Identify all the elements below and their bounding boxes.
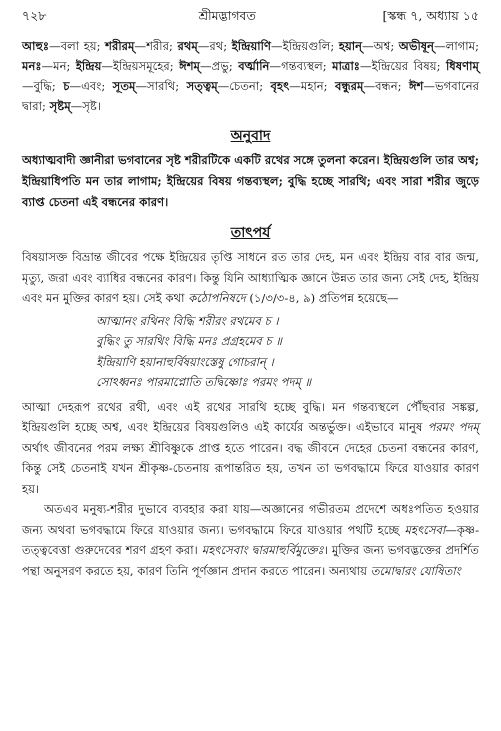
sanskrit-term: শরীরম্ [105, 39, 135, 53]
verse-line: আত্মানং রথিনং বিদ্ধি শরীরং রথমেব চ । [96, 313, 279, 328]
sanskrit-term: ইন্দ্রিয়াণি [231, 39, 271, 53]
purport-paragraph-intro [22, 247, 479, 309]
translation-text: অধ্যাত্মবাদী জ্ঞানীরা ভগবানের সৃষ্ট শরীরটিকে একটি রথের সঙ্গে তুলনা করেন। ইন্দ্রিয়গুলি তার অশ্ব; ইন্দ্রিয়াধিপতি মন তার লাগাম; ইন্দ্রিয়ের বিষয় গন্তব্যস্থল; বুদ্ধি হচ্ছে সারথি; এবং সারা শরীর জুড়ে ব্যাপ্ত চেতনা এই বন্ধনের কারণ। [22, 153, 479, 209]
term-meaning: —ইন্দ্রিয়ের বিষয়; [360, 59, 446, 73]
term-meaning: —ইন্দ্রিয়সমূহের; [101, 59, 180, 73]
sanskrit-term: হয়ান্ [338, 39, 363, 53]
term-meaning: —অশ্ব; [362, 39, 399, 53]
term-meaning: —সৃষ্ট। [70, 99, 101, 113]
verse-line: বুদ্ধিং তু সারথিং বিদ্ধি মনঃ প্রগ্রহমেব চ ॥ [96, 334, 282, 348]
para3-italic-tail: তমোদ্বারং যোষিতাং [370, 563, 461, 578]
book-title: শ্রীমদ্ভাগবত [198, 8, 256, 23]
term-meaning: —বলা হয়; [49, 39, 106, 53]
sanskrit-term: মনঃ [22, 59, 42, 73]
term-meaning: —ভগবানের দ্বারা; [22, 79, 479, 113]
sanskrit-term: ঈশম্ [179, 59, 200, 73]
verse-line: ইন্দ্রিয়াণি হয়ানাহুর্বিষয়াংস্তেষু গোচরান্ । [96, 354, 274, 369]
purport-intro-tail: (১/৩/৩-৪, ৯) প্রতিপন্ন হয়েছে— [245, 291, 399, 305]
term-meaning: —রথ; [197, 39, 232, 53]
quoted-verse [22, 311, 479, 393]
sanskrit-term: রথম্ [177, 39, 198, 53]
sanskrit-term: অভীষূন্ [398, 39, 435, 53]
sanskrit-term: বর্ত্মানি [238, 59, 270, 73]
para3-text-e: । মুক্তির জন্য ভগবদ্ভক্তের প্রদর্শিত পন্থা অনুসরণ করতে হয়, কারণ তিনি পূর্ণজ্ঞান প্রদান করতে পারেন। অন্যথায় [22, 543, 479, 578]
canto-chapter-label: [স্কন্ধ ৭, অধ্যায় ১৫ [382, 8, 479, 23]
term-meaning: —ইন্দ্রিয়গুলি; [271, 39, 339, 53]
sanskrit-term: ধিষণাম্ [445, 59, 479, 73]
verse-line: সোঽধ্বনঃ পারমাপ্নোতি তদ্বিষ্ণোঃ পরমং পদম্ ॥ [96, 375, 312, 389]
sanskrit-term: মাত্রাঃ [332, 59, 360, 73]
para3-text-c: —কৃষ্ণ-তত্ত্ববেত্তা গুরুদেবের শরণ গ্রহণ করা। [22, 522, 479, 557]
term-meaning: —প্রভু; [200, 59, 239, 73]
sanskrit-term: বন্ধুরম্ [335, 79, 364, 93]
sanskrit-term: চ [63, 79, 70, 93]
term-meaning: —লাগাম; [434, 39, 479, 53]
term-meaning: —মহান; [289, 79, 336, 93]
para2-italic-term: পরমং পদম্ [427, 420, 479, 434]
purport-intro-text: বিষয়াসক্ত বিভ্রান্ত জীবের পক্ষে ইন্দ্রিয়ের তৃপ্তি সাধনে রত তার দেহ, মন এবং ইন্দ্রিয় বার বার জন্ম, মৃত্যু, জরা এবং ব্যাধির বন্ধনের কারণ। কিন্তু যিনি আধ্যাত্মিক জ্ঞানে উন্নত তার জন্য সেই দেহ, ইন্দ্রিয় এবং মন মুক্তির কারণ হয়। সেই কথা [22, 250, 479, 305]
word-meanings [22, 36, 479, 116]
purport-paragraph-2 [22, 397, 479, 500]
para3-italic-quote: মহৎসেবাং দ্বারমাহুর্বিমুক্তেঃ [201, 543, 324, 557]
term-meaning: —সারথি; [135, 79, 187, 93]
translation-heading: অনুবাদ [230, 128, 271, 144]
purport-source-reference: কঠোপনিষদে [188, 291, 246, 305]
term-meaning: —শরীর; [134, 39, 178, 53]
sanskrit-term: বৃহৎ [270, 79, 290, 93]
term-meaning: —বুদ্ধি; [22, 79, 64, 93]
sanskrit-term: আহুঃ [22, 39, 50, 53]
purport-heading: তাৎপর্য [230, 225, 271, 241]
sanskrit-term: সৃষ্টম্ [49, 99, 71, 113]
term-meaning: —গন্তব্যস্থল; [269, 59, 333, 73]
sanskrit-term: সত্ত্বম্ [186, 79, 218, 93]
term-meaning: —মন; [41, 59, 76, 73]
purport-paragraph-3 [22, 499, 479, 581]
para2-text-a: আত্মা দেহরূপ রথের রথী, এবং এই রথের সারথি হচ্ছে বুদ্ধি। মন গন্তব্যস্থলে পৌঁছবার সঙ্কল্প, ইন্দ্রিয়গুলি হচ্ছে অশ্ব, এবং ইন্দ্রিয়ের বিষয়গুলিও এই কার্যের অন্তর্ভুক্ত। এইভাবে মানুষ [22, 399, 479, 434]
page-header [22, 8, 479, 30]
sanskrit-term: ঈশ [408, 79, 424, 93]
page-number: ৭২৮ [22, 8, 47, 23]
sanskrit-term: সূতম্ [112, 79, 136, 93]
term-meaning: —এবং; [69, 79, 113, 93]
para3-italic-term: মহৎসেবা [404, 522, 446, 537]
term-meaning: —চেতনা; [217, 79, 271, 93]
term-meaning: —বন্ধন; [363, 79, 409, 93]
para2-text-c: অর্থাৎ জীবনের পরম লক্ষ্য শ্রীবিষ্ণুকে প্রাপ্ত হতে পারেন। বদ্ধ জীবনে দেহের চেতনা বন্ধনের কারণ, কিন্তু সেই চেতনাই যখন শ্রীকৃষ্ণ-চেতনায় রূপান্তরিত হয়, তখন তা ভগবদ্ধামে ফিরে যাওয়ার কারণ হয়। [22, 440, 479, 496]
sanskrit-term: ইন্দ্রিয় [75, 59, 102, 73]
para3-text-a: অতএব মনুষ্য-শরীর দুভাবে ব্যবহার করা যায়—অজ্ঞানের গভীরতম প্রদেশে অধঃপতিত হওয়ার জন্য অথবা ভগবদ্ধামে ফিরে যাওয়ার জন্য। ভগবদ্ধামে ফিরে যাওয়ার পথটি হচ্ছে [22, 502, 479, 537]
purport-body [22, 247, 479, 581]
